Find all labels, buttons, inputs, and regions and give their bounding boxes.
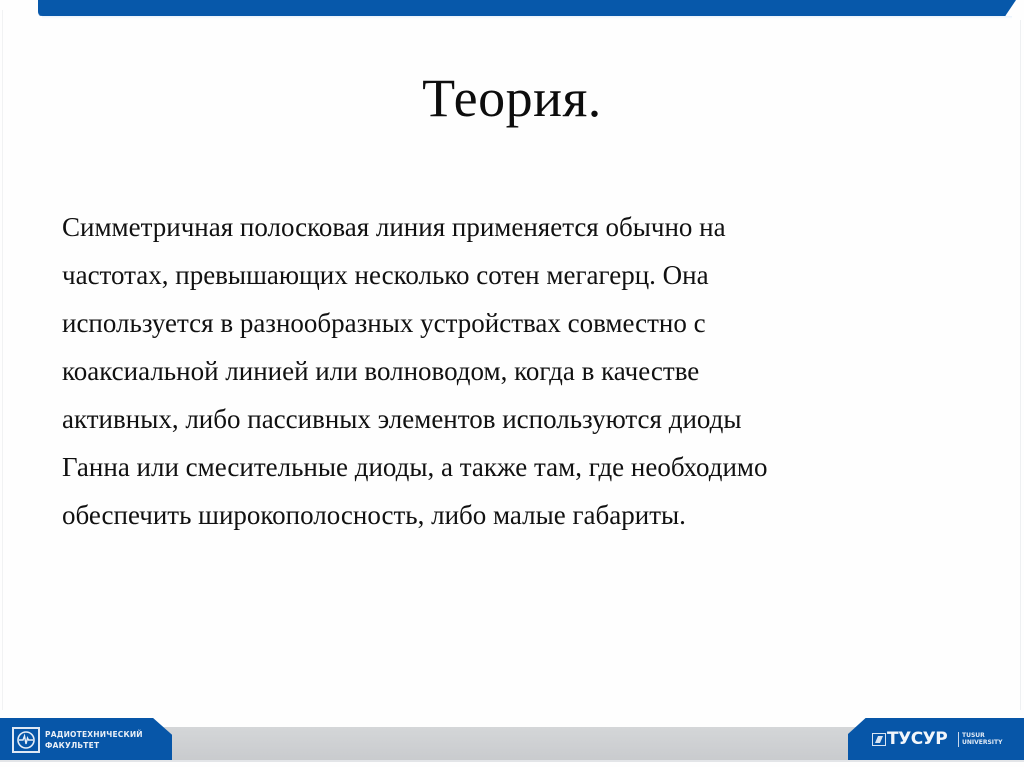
body-line: коаксиальной линией или волноводом, когда в качестве [62, 356, 700, 386]
tusur-emblem-icon [872, 733, 886, 746]
body-line: частотах, превышающих несколько сотен мегагерц. Она [62, 260, 709, 290]
footer-strip [150, 727, 866, 760]
university-latin-line1: TUSUR [962, 732, 985, 739]
body-line: Симметричная полосковая линия применяется обычно на [62, 212, 726, 242]
university-name: ТУСУР [887, 729, 948, 749]
university-logo-divider [958, 732, 959, 747]
footer-divider [0, 760, 1024, 762]
university-latin-name [962, 732, 1002, 746]
header-bar-shadow [42, 16, 1012, 19]
university-latin-line2: UNIVERSITY [962, 739, 1003, 746]
faculty-name-line1: РАДИОТЕХНИЧЕСКИЙ [45, 730, 143, 739]
slide-body [62, 203, 962, 539]
body-line: Ганна или смесительные диоды, а также там, где необходимо [62, 452, 768, 482]
waveform-circle-icon [12, 727, 40, 753]
faculty-name-line2: ФАКУЛЬТЕТ [45, 741, 100, 750]
slide-title: Теория. [422, 68, 602, 128]
header-bar [38, 0, 1016, 16]
body-line: активных, либо пассивных элементов используются диоды [62, 404, 742, 434]
body-line: используется в разнообразных устройствах совместно с [62, 308, 706, 338]
faculty-name [45, 729, 143, 751]
body-line: обеспечить широкополосность, либо малые габариты. [62, 500, 686, 530]
